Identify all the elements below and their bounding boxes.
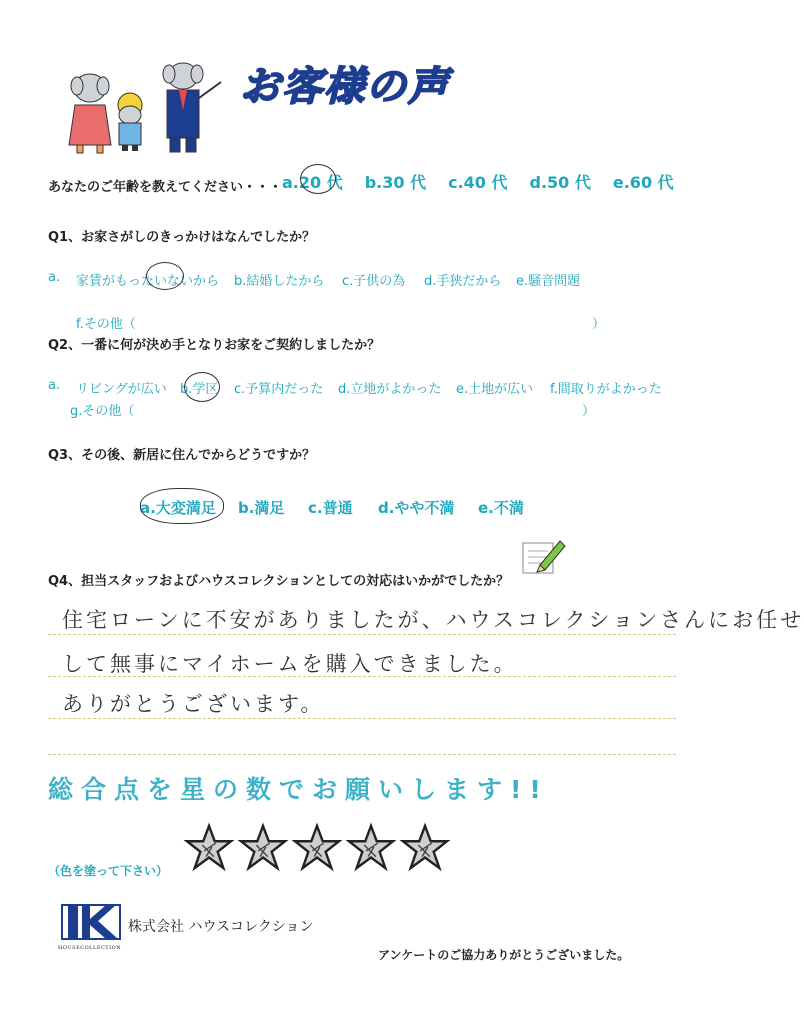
- q3-question: Q3、その後、新居に住んでからどうですか？: [48, 448, 316, 463]
- selection-circle: [146, 262, 184, 290]
- q1-option-a[interactable]: 家賃がもったいないから: [76, 274, 220, 289]
- rating-note: （色を塗って下さい）: [48, 864, 169, 878]
- star-icon[interactable]: [185, 824, 233, 870]
- q1-question: Q1、お家さがしのきっかけはなんでしたか？: [48, 230, 316, 245]
- q4-answer-line-1: 住宅ローンに不安がありましたが、ハウスコレクションさんにお任せ: [62, 608, 804, 632]
- age-question: あなたのご年齢を教えてください・・・: [48, 180, 283, 195]
- star-icon[interactable]: [347, 824, 395, 870]
- q2-option-other[interactable]: g.その他（: [70, 404, 135, 419]
- q1-marker: a.: [48, 270, 61, 285]
- q2-option-b[interactable]: b.学区: [180, 382, 219, 397]
- selection-circle: [300, 164, 336, 194]
- mascot-child-illustration: [118, 93, 142, 151]
- age-option-a[interactable]: a.20 代: [282, 173, 343, 192]
- selection-circle: [184, 372, 220, 402]
- mascot-illustrations: [55, 60, 225, 160]
- q1-option-other[interactable]: f.その他（: [76, 317, 136, 332]
- q2-other-close: ）: [582, 404, 596, 419]
- q2-question: Q2、一番に何が決め手となりお家をご契約しましたか？: [48, 338, 381, 353]
- notepad-pencil-icon: [520, 535, 566, 577]
- age-option-c[interactable]: c.40 代: [448, 173, 508, 192]
- mascot-suit-illustration: [163, 63, 221, 152]
- q1-other-close: ）: [592, 317, 606, 332]
- q1-option-e[interactable]: e.騒音問題: [516, 274, 581, 289]
- q1-option-c[interactable]: c.子供の為: [342, 274, 406, 289]
- answer-rule: [48, 634, 676, 635]
- q3-option-b[interactable]: b.満足: [238, 499, 285, 517]
- age-option-b[interactable]: b.30 代: [364, 173, 427, 192]
- page-title: お客様の声: [240, 64, 450, 110]
- age-options: [282, 170, 696, 193]
- q2-option-f[interactable]: f.間取りがよかった: [550, 382, 662, 397]
- mascot-girl-illustration: [69, 74, 111, 153]
- q3-option-c[interactable]: c.普通: [308, 499, 353, 517]
- q2-option-a[interactable]: リビングが広い: [76, 382, 167, 397]
- selection-circle: [140, 488, 224, 524]
- company-name: 株式会社 ハウスコレクション: [128, 919, 314, 935]
- q1-option-d[interactable]: d.手狭だから: [424, 274, 502, 289]
- age-option-e[interactable]: e.60 代: [612, 173, 674, 192]
- rating-heading: 総合点を星の数でお願いします!!: [48, 775, 549, 804]
- q3-option-d[interactable]: d.やや不満: [378, 499, 455, 517]
- q2-option-e[interactable]: e.土地が広い: [456, 382, 534, 397]
- thanks-message: アンケートのご協力ありがとうございました。: [378, 948, 630, 962]
- q4-answer-line-2: して無事にマイホームを購入できました。: [62, 652, 518, 676]
- q3-option-a[interactable]: a.大変満足: [140, 499, 216, 517]
- q2-option-d[interactable]: d.立地がよかった: [338, 382, 442, 397]
- q4-answer-line-3: ありがとうございます。: [62, 692, 325, 716]
- star-icon[interactable]: [293, 824, 341, 870]
- answer-rule: [48, 676, 676, 677]
- answer-rule: [48, 754, 676, 755]
- logo-text: HOUSECOLLECTION: [58, 945, 122, 951]
- answer-rule: [48, 718, 676, 719]
- q1-option-b[interactable]: b.結婚したから: [234, 274, 325, 289]
- company-logo: [60, 903, 122, 951]
- age-option-d[interactable]: d.50 代: [529, 173, 591, 192]
- q2-option-c[interactable]: c.予算内だった: [234, 382, 324, 397]
- star-rating[interactable]: [185, 824, 455, 874]
- q4-question: Q4、担当スタッフおよびハウスコレクションとしての対応はいかがでしたか？: [48, 574, 510, 589]
- q2-marker: a.: [48, 378, 61, 393]
- star-icon[interactable]: [401, 824, 449, 870]
- star-icon[interactable]: [239, 824, 287, 870]
- q3-option-e[interactable]: e.不満: [478, 499, 524, 517]
